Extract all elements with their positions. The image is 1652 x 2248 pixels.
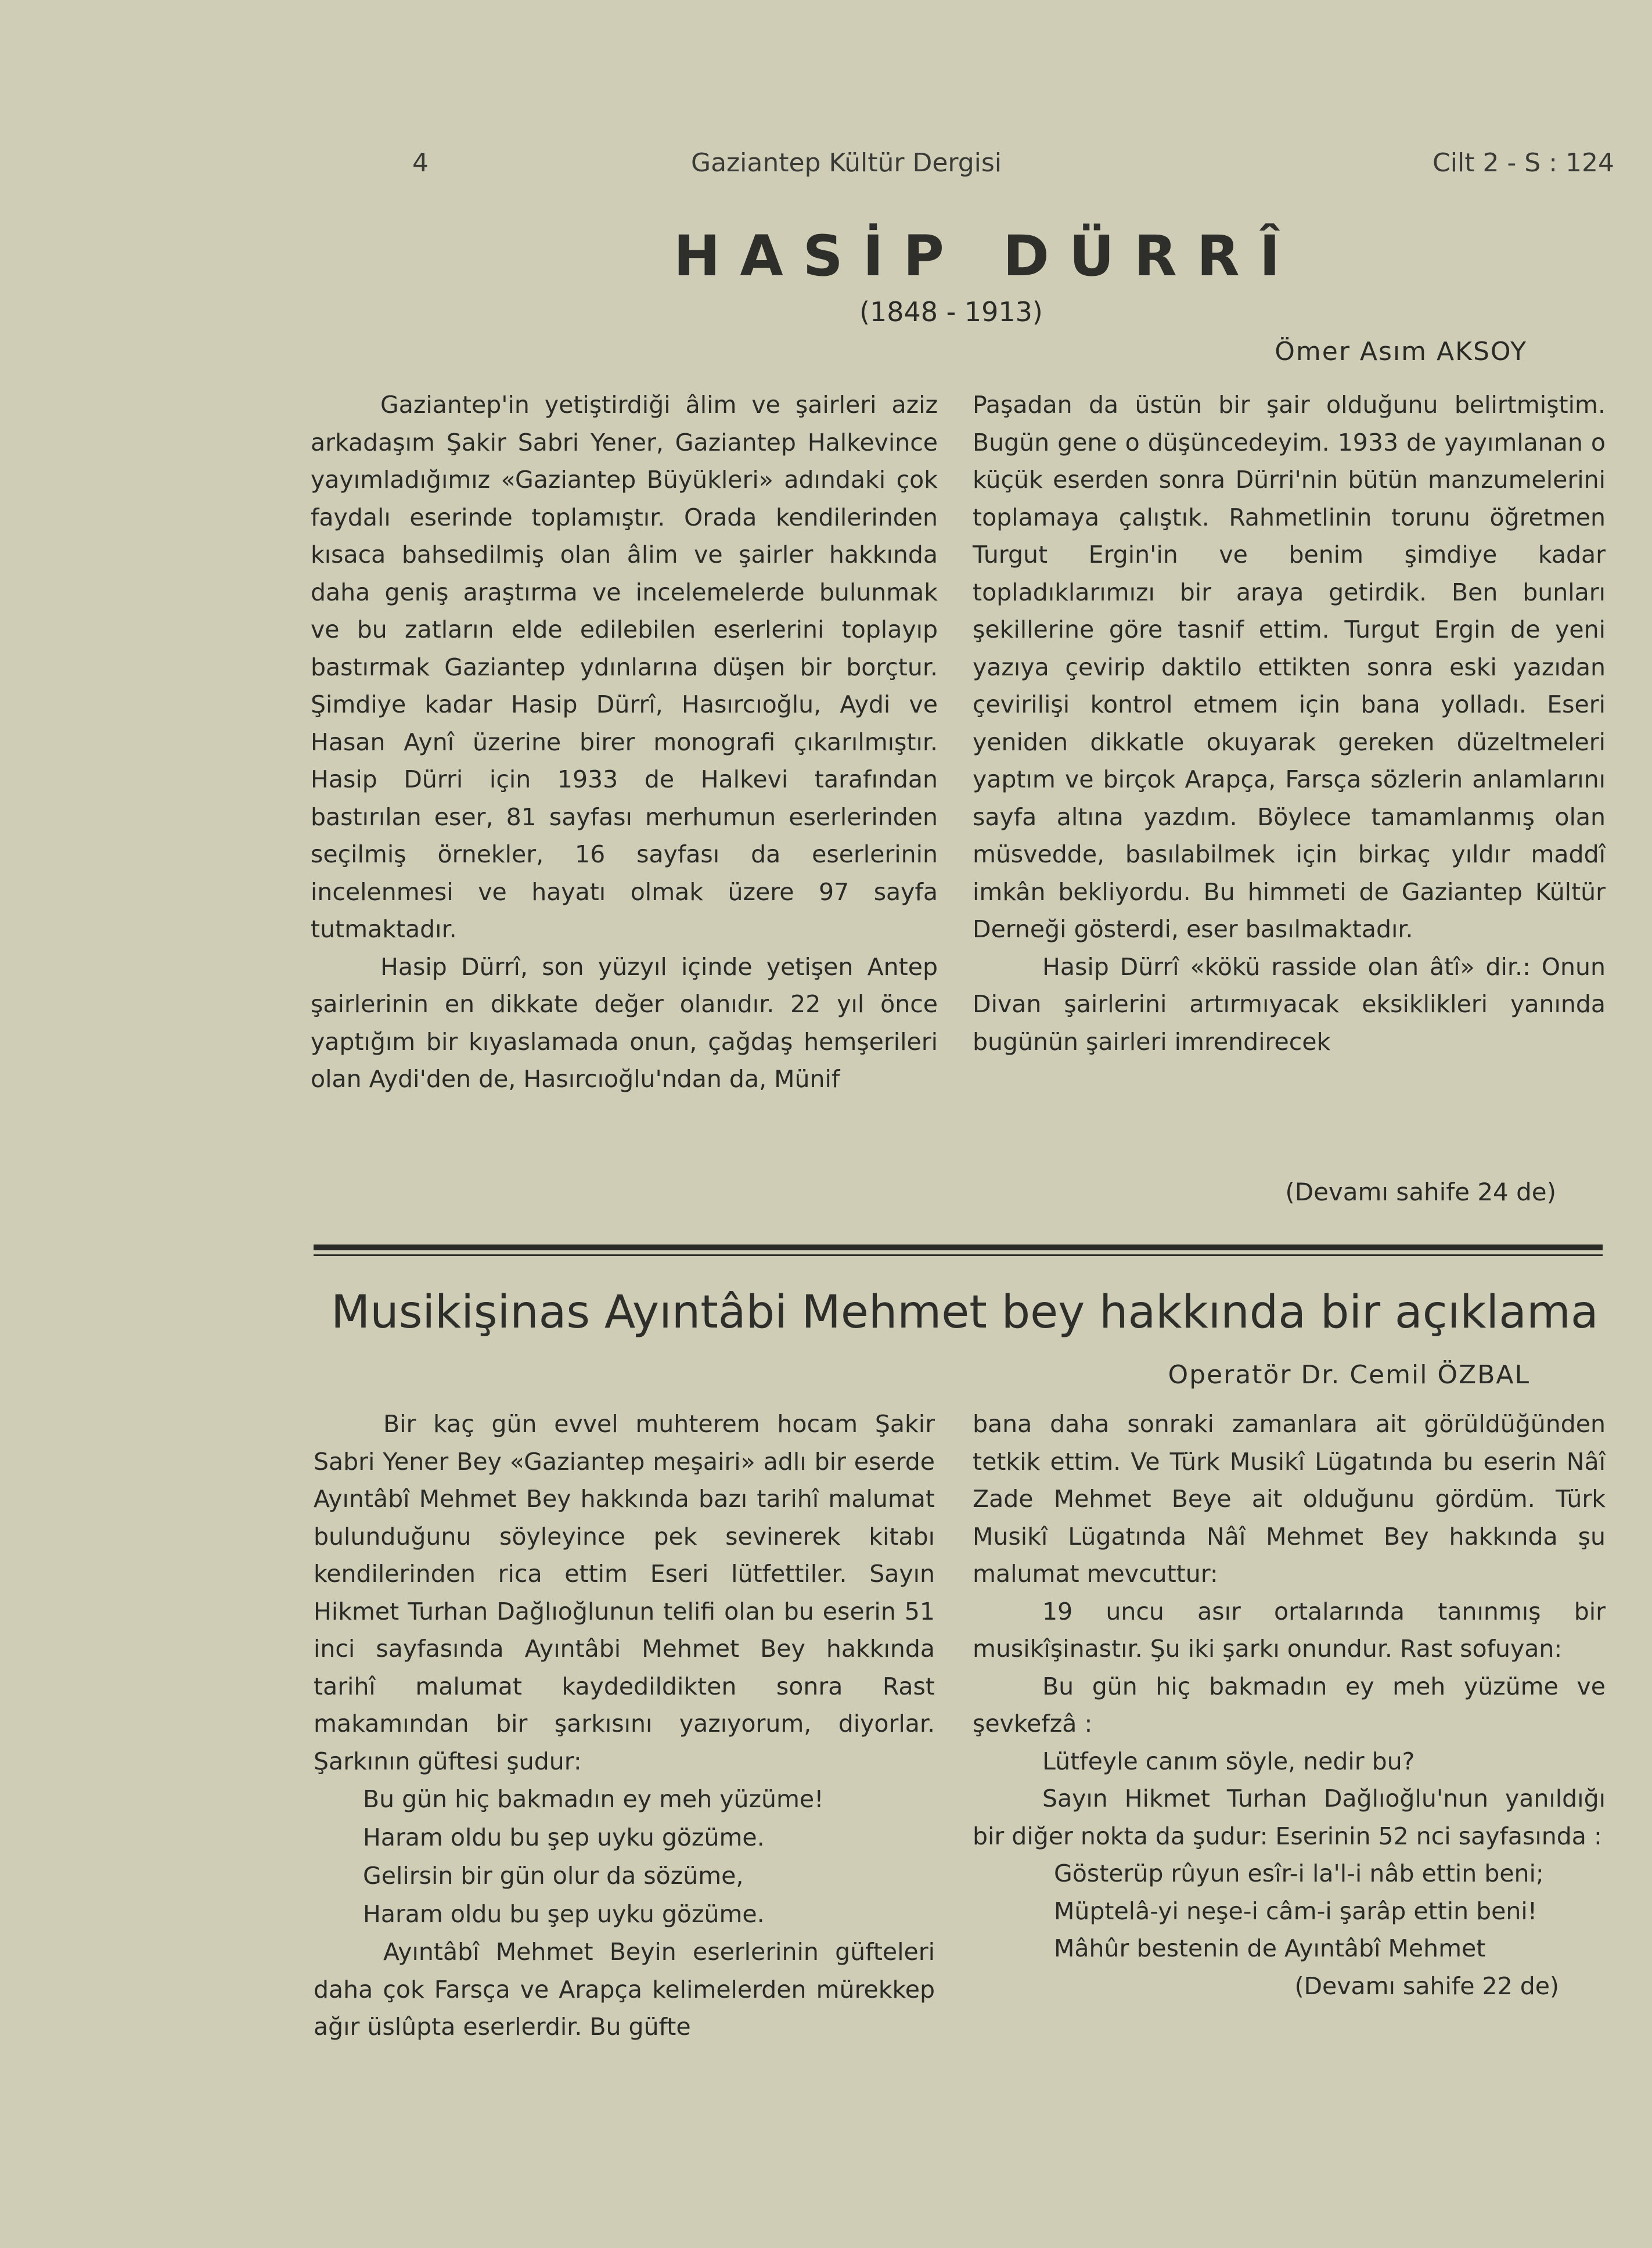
article1-right-column [973,386,1606,1060]
verse-line: Bu gün hiç bakmadın ey meh yüzüme! [363,1785,824,1813]
article2-right-paragraph: Mâhûr bestenin de Ayıntâbî Mehmet [1054,1934,1486,1962]
article2-continued: (Devamı sahife 22 de) [1294,1972,1559,2000]
article2-left-column [314,1405,935,2046]
article2-left-paragraph: Bir kaç gün evvel muhterem hocam Şakir Sabri Yener Bey «Gaziantep meşairi» adlı bir eserde Ayıntâbî Mehmet Bey hakkında bazı tarihî malumat bulunduğunu söyleyince pek sevinerek kitabı kendilerinden rica ettim Eseri lütfettiler. Sayın Hikmet Turhan Dağlıoğlunun telifi olan bu eserin 51 inci sayfasında Ayıntâbi Mehmet Bey hakkında tarihî malumat kaydedildikten sonra Rast makamından bir şarkısını yazıyorum, diyorlar. Şarkının güftesi şudur: [314,1410,935,1775]
verse-line: Gelirsin bir gün olur da sözüme, [363,1862,744,1890]
article2-author: Operatör Dr. Cemil ÖZBAL [1168,1360,1530,1390]
article1-dates: (1848 - 1913) [859,296,1043,328]
article2-title: Musikişinas Ayıntâbi Mehmet bey hakkında bir açıklama [331,1286,1599,1339]
article2-quote-line: Gösterüp rûyun esîr-i la'l-i nâb ettin beni; [1054,1859,1544,1887]
article2-verse [314,1780,935,1933]
article1-right-paragraph: Paşadan da üstün bir şair olduğunu belirtmiştim. Bugün gene o düşüncedeyim. 1933 de yayımlanan o küçük eserden sonra Dürri'nin bütün manzumelerini toplamaya çalıştık. Rahmetlinin torunu öğretmen Turgut Ergin'in ve benim şimdiye kadar topladıklarımızı bir araya getirdik. Ben bunları şekillerine göre tasnif ettim. Turgut Ergin de yeni yazıya çevirip daktilo ettikten sonra eski yazıdan çevirilişi kontrol etmem için bana yolladı. Eseri yeniden dikkatle okuyarak gereken düzeltmeleri yaptım ve birçok Arapça, Farsça sözlerin anlamlarını sayfa altına yazdım. Böylece tamamlanmış olan müsvedde, basılabilmek için birkaç yıldır maddî imkân bekliyordu. Bu himmeti de Gaziantep Kültür Derneği gösterdi, eser basılmaktadır. [973,391,1606,943]
article2-right-paragraph: Sayın Hikmet Turhan Dağlıoğlu'nun yanıldığı bir diğer nokta da şudur: Eserinin 52 nci sayfasında : [973,1785,1606,1850]
article1-author: Ömer Asım AKSOY [1275,337,1527,366]
article2-left-paragraph: Ayıntâbî Mehmet Beyin eserlerinin güfteleri daha çok Farsça ve Arapça kelimelerden mürekkep ağır üslûpta eserlerdir. Bu güfte [314,1938,935,2041]
article2-right-paragraph: 19 uncu asır ortalarında tanınmış bir musikîşinastır. Şu iki şarkı onundur. Rast sofuyan: [973,1597,1606,1663]
journal-title: Gaziantep Kültür Dergisi [691,148,1002,178]
article1-continued: (Devamı sahife 24 de) [1285,1178,1556,1206]
article2-right-paragraph: Bu gün hiç bakmadın ey meh yüzüme ve şevkefzâ : [973,1672,1606,1738]
article1-left-paragraph: Hasip Dürrî, son yüzyıl içinde yetişen Antep şairlerinin en dikkate değer olanıdır. 22 yıl önce yaptığım bir kıyaslamada onun, çağdaş hemşerileri olan Aydi'den de, Hasırcıoğlu'ndan da, Münif [311,952,938,1093]
article2-right-column [973,1405,1606,2005]
article2-quote-line: Müptelâ-yi neşe-i câm-i şarâp ettin beni! [1054,1897,1538,1925]
section-divider [314,1245,1603,1250]
volume-issue: Cilt 2 - S : 124 [1433,148,1614,178]
article1-left-column [311,386,938,1098]
verse-line: Haram oldu bu şep uyku gözüme. [363,1900,765,1928]
article2-right-paragraph: bana daha sonraki zamanlara ait görüldüğünden tetkik ettim. Ve Türk Musikî Lügatında bu eserin Nâî Zade Mehmet Beye ait olduğunu gördüm. Türk Musikî Lügatında Nâî Mehmet Bey hakkında şu malumat mevcuttur: [973,1410,1606,1588]
article1-title: HASİP DÜRRÎ [674,224,1300,289]
article1-left-paragraph: Gaziantep'in yetiştirdiği âlim ve şairleri aziz arkadaşım Şakir Sabri Yener, Gaziantep Halkevince yayımladığımız «Gaziantep Büyükleri» adındaki çok faydalı eserinde toplamıştır. Orada kendilerinden kısaca bahsedilmiş olan âlim ve şairler hakkında daha geniş araştırma ve incelemelerde bulunmak ve bu zatların elde edilebilen eserlerini toplayıp bastırmak Gaziantep ydınlarına düşen bir borçtur. Şimdiye kadar Hasip Dürrî, Hasırcıoğlu, Aydi ve Hasan Aynî üzerine birer monografi çıkarılmıştır. Hasip Dürri için 1933 de Halkevi tarafından bastırılan eser, 81 sayfası merhumun eserlerinden seçilmiş örnekler, 16 sayfası da eserlerinin incelenmesi ve hayatı olmak üzere 97 sayfa tutmaktadır. [311,391,938,943]
page-number: 4 [412,148,429,178]
article2-quote-line: Lütfeyle canım söyle, nedir bu? [1042,1747,1415,1775]
article1-right-paragraph: Hasip Dürrî «kökü rasside olan âtî» dir.: Onun Divan şairlerini artırmıyacak eksiklikleri yanında bugünün şairleri imrendirecek [973,952,1606,1056]
page-header [406,148,1614,195]
verse-line: Haram oldu bu şep uyku gözüme. [363,1823,765,1851]
section-divider-thin [314,1254,1603,1256]
